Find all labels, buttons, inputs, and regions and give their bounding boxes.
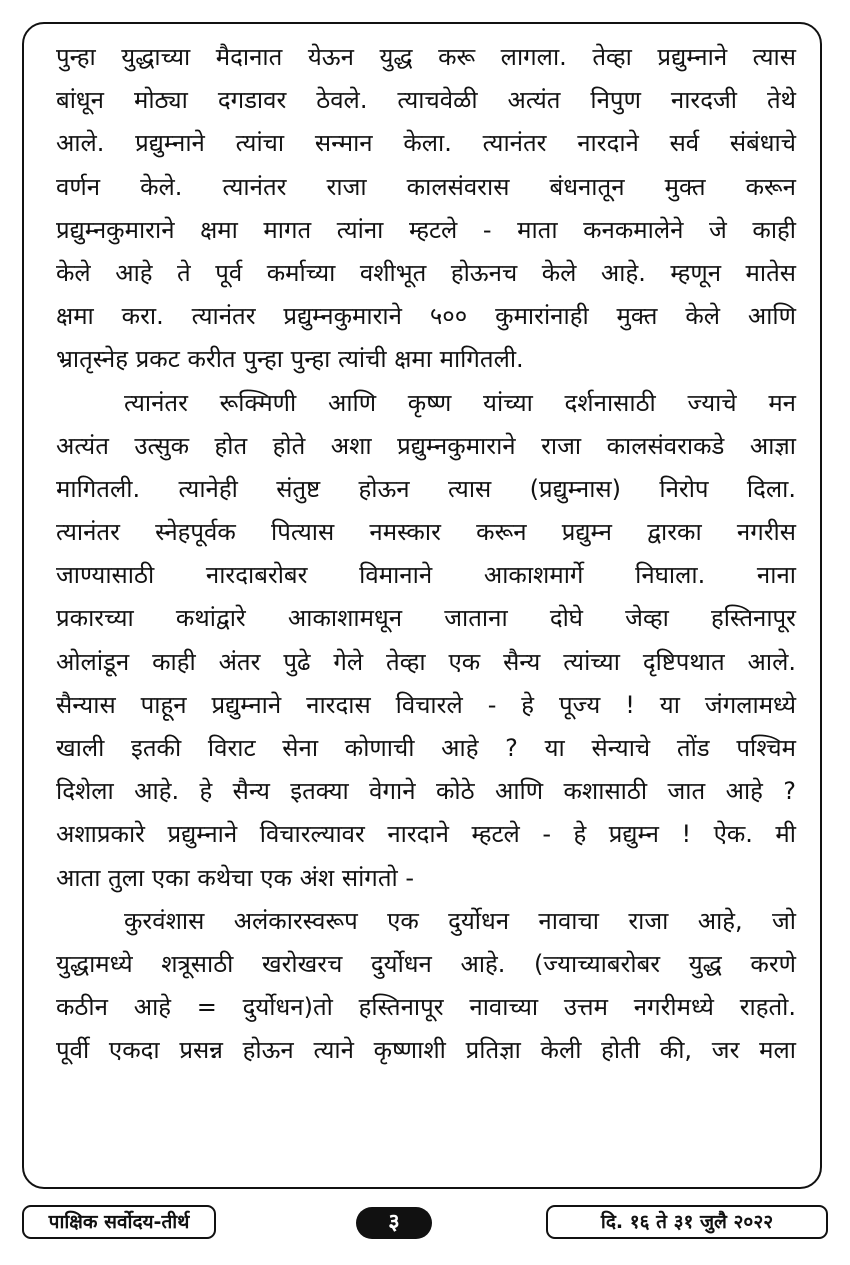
- text-line: क्षमा करा. त्यानंतर प्रद्युम्नकुमाराने ५०० कुमारांनाही मुक्त केले आणि: [56, 302, 796, 331]
- text-line: प्रद्युम्नकुमाराने क्षमा मागत त्यांना म्हटले - माता कनकमालेने जे काही: [56, 215, 796, 244]
- text-line: खाली इतकी विराट सेना कोणाची आहे ? या सेन्याचे तोंड पश्चिम: [56, 734, 796, 762]
- page-number: ३: [356, 1207, 432, 1239]
- text-line: ओलांडून काही अंतर पुढे गेले तेव्हा एक सैन्य त्यांच्या दृष्टिपथात आले.: [56, 647, 796, 676]
- text-line: केले आहे ते पूर्व कर्माच्या वशीभूत होऊनच केले आहे. म्हणून मातेस: [56, 258, 796, 287]
- text-line: त्यानंतर स्नेहपूर्वक पित्यास नमस्कार करून प्रद्युम्न द्वारका नगरीस: [56, 518, 796, 547]
- text-line: भ्रातृस्नेह प्रकट करीत पुन्हा पुन्हा त्यांची क्षमा मागितली.: [56, 345, 524, 374]
- text-line: युद्धामध्ये शत्रूसाठी खरोखरच दुर्योधन आहे. (ज्याच्याबरोबर युद्ध करणे: [56, 949, 796, 978]
- paragraph-start-line: कुरवंशास अलंकारस्वरूप एक दुर्योधन नावाचा राजा आहे, जो: [124, 906, 796, 935]
- text-line: अत्यंत उत्सुक होत होते अशा प्रद्युम्नकुमाराने राजा कालसंवराकडे आज्ञा: [56, 431, 796, 460]
- text-line: आता तुला एका कथेचा एक अंश सांगतो -: [56, 863, 415, 892]
- text-line: सैन्यास पाहून प्रद्युम्नाने नारदास विचारले - हे पूज्य ! या जंगलामध्ये: [56, 690, 796, 719]
- paragraph-start-line: त्यानंतर रूक्मिणी आणि कृष्ण यांच्या दर्शनासाठी ज्याचे मन: [124, 388, 796, 417]
- text-line: प्रकारच्या कथांद्वारे आकाशामधून जाताना दोघे जेव्हा हस्तिनापूर: [56, 604, 796, 633]
- text-line: अशाप्रकारे प्रद्युम्नाने विचारल्यावर नारदाने म्हटले - हे प्रद्युम्न ! ऐक. मी: [56, 820, 796, 849]
- text-line: जाण्यासाठी नारदाबरोबर विमानाने आकाशमार्गे निघाला. नाना: [56, 561, 796, 590]
- text-line: पुन्हा युद्धाच्या मैदानात येऊन युद्ध करू लागला. तेव्हा प्रद्युम्नाने त्यास: [56, 43, 796, 71]
- body-text: [56, 36, 796, 1073]
- text-line: वर्णन केले. त्यानंतर राजा कालसंवरास बंधनातून मुक्त करून: [56, 172, 796, 201]
- text-line: बांधून मोठ्या दगडावर ठेवले. त्याचवेळी अत्यंत निपुण नारदजी तेथे: [56, 86, 796, 115]
- text-line: मागितली. त्यानेही संतुष्ट होऊन त्यास (प्रद्युम्नास) निरोप दिला.: [56, 474, 796, 503]
- text-line: कठीन आहे = दुर्योधन)तो हस्तिनापूर नावाच्या उत्तम नगरीमध्ये राहतो.: [56, 993, 796, 1022]
- text-line: पूर्वी एकदा प्रसन्न होऊन त्याने कृष्णाशी प्रतिज्ञा केली होती की, जर मला: [56, 1036, 796, 1065]
- publication-name: पाक्षिक सर्वोदय-तीर्थ: [22, 1205, 216, 1239]
- text-line: आले. प्रद्युम्नाने त्यांचा सन्मान केला. त्यानंतर नारदाने सर्व संबंधाचे: [56, 129, 796, 158]
- issue-date: दि. १६ ते ३१ जुलै २०२२: [546, 1205, 828, 1239]
- text-line: दिशेला आहे. हे सैन्य इतक्या वेगाने कोठे आणि कशासाठी जात आहे ?: [56, 777, 796, 806]
